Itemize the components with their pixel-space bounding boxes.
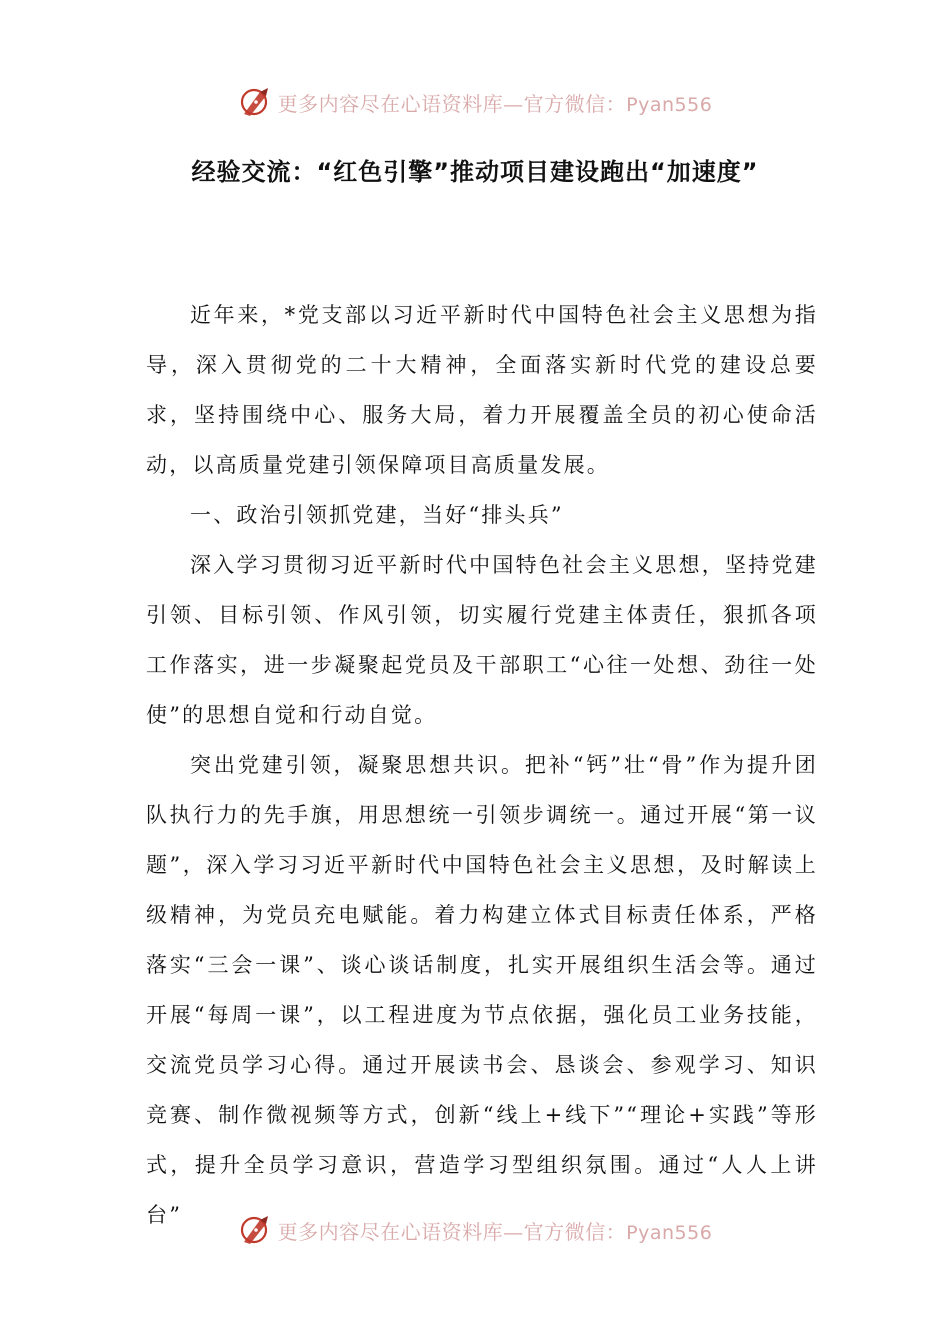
watermark-text: 更多内容尽在心语资料库—官方微信：Pyan556 xyxy=(277,1219,713,1244)
watermark-wechat-id: Pyan556 xyxy=(626,1221,713,1244)
header-watermark-banner xyxy=(0,80,950,124)
pen-nib-logo-icon xyxy=(238,1212,274,1248)
document-title: 经验交流：“红色引擎”推动项目建设跑出“加速度” xyxy=(191,158,759,186)
watermark-wechat-id: Pyan556 xyxy=(626,93,713,116)
document-body xyxy=(146,290,818,1240)
watermark-text: 更多内容尽在心语资料库—官方微信：Pyan556 xyxy=(277,91,713,116)
paragraph: 深入学习贯彻习近平新时代中国特色社会主义思想，坚持党建引领、目标引领、作风引领，切实履行党建主体责任，狠抓各项工作落实，进一步凝聚起党员及干部职工“心往一处想、劲往一处使”的思想自觉和行动自觉。 xyxy=(146,553,818,727)
footer-watermark-banner xyxy=(0,1208,950,1252)
section-heading: 一、政治引领抓党建，当好“排头兵” xyxy=(190,503,564,527)
paragraph: 突出党建引领，凝聚思想共识。把补“钙”壮“骨”作为提升团队执行力的先手旗，用思想统一引领步调统一。通过开展“第一议题”，深入学习习近平新时代中国特色社会主义思想，及时解读上级精神，为党员充电赋能。着力构建立体式目标责任体系，严格落实“三会一课”、谈心谈话制度，扎实开展组织生活会等。通过开展“每周一课”，以工程进度为节点依据，强化员工业务技能，交流党员学习心得。通过开展读书会、恳谈会、参观学习、知识竞赛、制作微视频等方式，创新“线上+线下”“理论+实践”等形式，提升全员学习意识，营造学习型组织氛围。通过“人人上讲台” xyxy=(146,753,818,1227)
pen-nib-logo-icon xyxy=(238,84,274,120)
paragraph: 近年来，*党支部以习近平新时代中国特色社会主义思想为指导，深入贯彻党的二十大精神，全面落实新时代党的建设总要求，坚持围绕中心、服务大局，着力开展覆盖全员的初心使命活动，以高质量党建引领保障项目高质量发展。 xyxy=(146,303,818,477)
